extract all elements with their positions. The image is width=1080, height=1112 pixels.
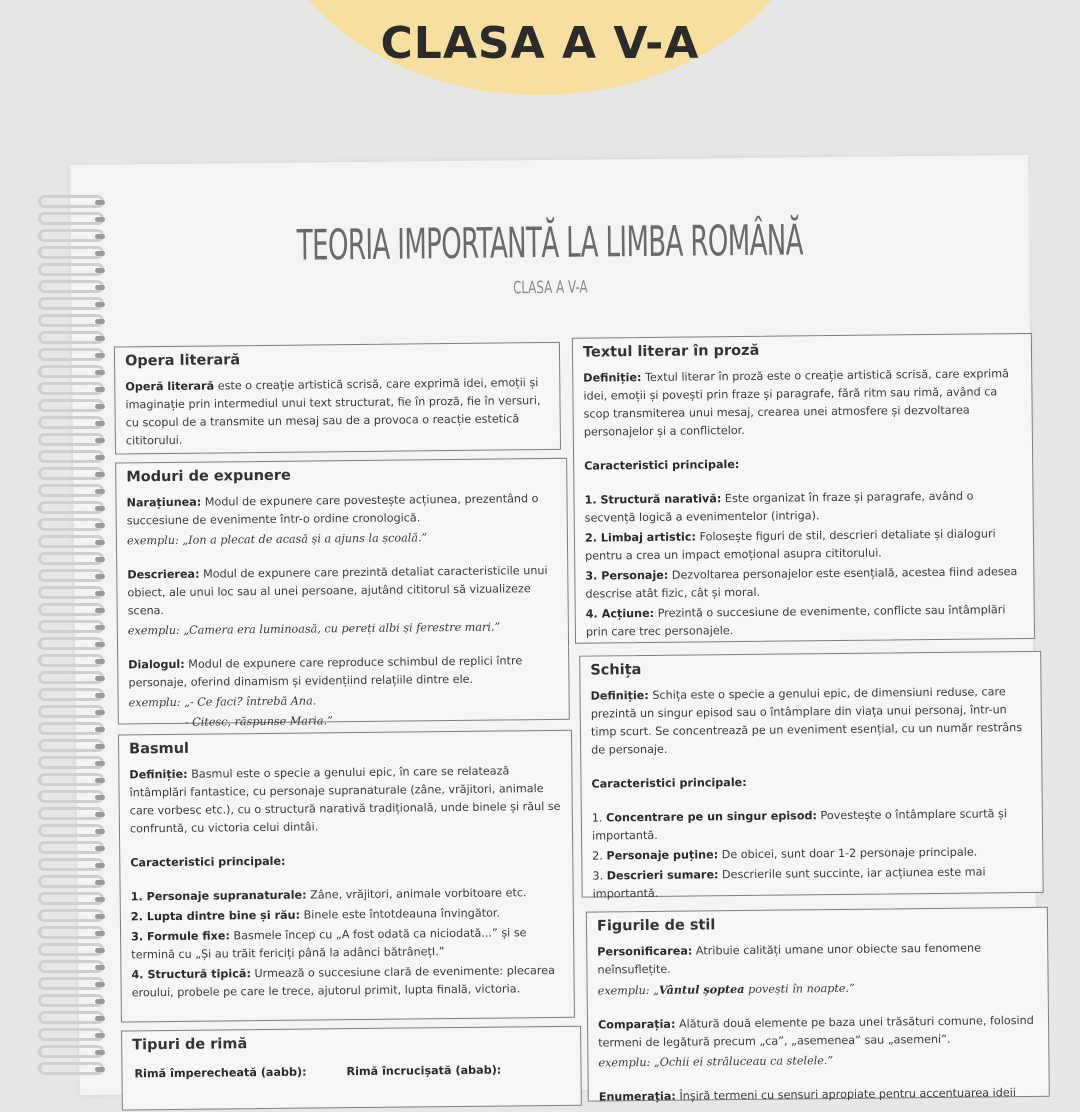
proza-def-term: Definiție:: [583, 371, 642, 385]
heading-moduri-expunere: Moduri de expunere: [126, 467, 291, 486]
descriere-example: exemplu: „Camera era luminoasă, cu pereți albi și ferestre mari.”: [127, 620, 501, 638]
spiral-coil: [38, 518, 104, 531]
personificare-ex-prefix: exemplu: „: [597, 983, 659, 998]
box-opera-literara: [114, 342, 561, 455]
proza-item-4-term: 4. Acțiune:: [585, 606, 655, 621]
schita-item-3-text: Descrierile sunt succinte, iar acțiunea este mai importantă.: [592, 865, 986, 901]
naratiune-example: exemplu: „Ion a plecat de acasă și a ajuns la școală.”: [126, 531, 428, 548]
basmul-def-text: Basmul este o specie a genului epic, în care se relatează întâmplări fantastice, cu personaje supranaturale (zâne, vrăjitori, animale care vorbesc etc.), cu o structură narativă tradițională, unde binele și răul se confruntă, cu victoria celui dintâi.: [129, 764, 561, 836]
spiral-coil: [38, 331, 104, 344]
spiral-coil: [38, 824, 104, 837]
rima-incrucisata: Rimă încrucișată (abab):: [346, 1063, 502, 1079]
schita-item-3-term: Descrieri sumare:: [606, 868, 719, 883]
rima-imperecheata: Rimă împerecheată (aabb):: [134, 1065, 307, 1081]
spiral-coil: [38, 790, 104, 803]
spiral-coil: [38, 671, 104, 684]
schita-item-2-num: 2.: [592, 849, 607, 863]
heading-schita: Schița: [590, 662, 642, 679]
proza-item-1-text: Este organizat în fraze și paragrafe, având o secvență logică a evenimentelor (intriga).: [584, 489, 974, 525]
schita-item-1-text: Povestește o întâmplare scurtă și importantă.: [591, 807, 1008, 843]
heading-opera-literara: Opera literară: [124, 352, 241, 370]
descriere-paragraph: [127, 562, 558, 620]
comparatie-example: exemplu: „Ochii ei străluceau ca stelele.”: [598, 1054, 834, 1070]
schita-item-3-num: 3.: [592, 869, 607, 883]
spiral-coil: [38, 314, 104, 327]
proza-item-4: [586, 601, 1024, 642]
personificare-paragraph: [597, 939, 1037, 980]
spiral-coil: [38, 348, 104, 361]
spiral-coil: [38, 722, 104, 735]
personificare-text: Atribuie calități umane unor obiecte sau fenomene neînsuflețite.: [597, 941, 982, 977]
comparatie-term: Comparația:: [597, 1017, 676, 1032]
dialog-example-2: - Citesc, răspunse Maria.”: [184, 714, 333, 729]
descriere-term: Descrierea:: [127, 567, 200, 582]
spiral-coil: [38, 960, 104, 973]
box-schita: [579, 651, 1044, 901]
opera-paragraph: [125, 374, 550, 450]
schita-caract-label: Caracteristici principale:: [591, 775, 747, 791]
comparatie-paragraph: [598, 1012, 1038, 1053]
spiral-coil: [38, 858, 104, 871]
schita-item-3: [592, 863, 1032, 904]
proza-caract-label: Caracteristici principale:: [584, 458, 740, 473]
heading-text-proza: Textul literar în proză: [582, 342, 760, 361]
box-basmul: [118, 730, 575, 1023]
personificare-example: [598, 977, 1038, 1001]
heading-figuri-stil: Figurile de stil: [596, 917, 716, 935]
spiral-coil: [38, 484, 104, 497]
basmul-item-1: [131, 884, 563, 907]
basmul-definition: [129, 762, 562, 839]
basmul-item-1-term: 1. Personaje supranaturale:: [130, 888, 307, 904]
spiral-coil: [38, 943, 104, 956]
spiral-coil: [38, 977, 104, 990]
schita-item-1: [592, 805, 1032, 846]
spiral-coil: [38, 467, 104, 480]
enumeratie-paragraph: [599, 1084, 1039, 1107]
dialog-example-1: exemplu: „- Ce faci? întrebă Ana.: [128, 694, 317, 710]
spiral-coil: [38, 212, 104, 225]
proza-def-text: Textul literar în proză este o creație artistică scrisă, care exprimă idei, emoții și povești prin fraze și paragrafe, fără ritm sau rimă, având ca scop transmiterea unui mesaj, crearea unei atmosfere și dezvoltarea personajelor și a conflictelor.: [583, 367, 1010, 439]
dialog-paragraph: [128, 652, 558, 693]
proza-caracteristici: [584, 453, 1022, 476]
box-figuri-stil: [586, 907, 1050, 1102]
basmul-item-2: [131, 904, 563, 927]
spiral-coil: [38, 603, 104, 616]
proza-item-3: [585, 563, 1023, 604]
spiral-coil: [38, 297, 104, 310]
spiral-coil: [38, 552, 104, 565]
dialog-text: Modul de expunere care reproduce schimbul de replici între personaje, oferind dinamism și evidențiind relațiile dintre ele.: [128, 654, 523, 690]
naratiune-text: Modul de expunere care povestește acțiunea, prezentând o succesiune de evenimente într-o ordine cronologică.: [126, 492, 539, 528]
spiral-coil: [38, 382, 104, 395]
spiral-coil: [38, 229, 104, 242]
badge-title: CLASA A V-A: [380, 18, 700, 69]
basmul-item-4-term: 4. Structură tipică:: [131, 967, 251, 982]
spiral-coil: [38, 433, 104, 446]
basmul-item-1-text: Zâne, vrăjitori, animale vorbitoare etc.: [306, 886, 527, 902]
spiral-coil: [38, 450, 104, 463]
personificare-ex-suffix: povești în noapte.”: [744, 981, 855, 996]
schita-item-2-term: Personaje puține:: [606, 848, 719, 863]
spiral-coil: [38, 926, 104, 939]
spiral-coil: [38, 586, 104, 599]
spiral-coil: [38, 1028, 104, 1041]
enumeratie-text: Înșiră termeni cu sensuri apropiate pentru accentuarea ideii: [675, 1086, 1016, 1103]
spiral-coil: [38, 399, 104, 412]
schita-item-2-text: De obicei, sunt doar 1-2 personaje principale.: [718, 845, 978, 862]
spiral-coil: [38, 501, 104, 514]
proza-item-3-term: 3. Personaje:: [585, 568, 669, 583]
opera-term: Operă literară: [125, 379, 215, 394]
basmul-caract-label: Caracteristici principale:: [130, 854, 286, 870]
spiral-coil: [38, 756, 104, 769]
naratiune-paragraph: [126, 490, 556, 531]
spiral-coil: [38, 841, 104, 854]
spiral-coil: [38, 195, 104, 208]
basmul-caracteristici: [130, 850, 562, 873]
rima-columns: [132, 1061, 570, 1084]
basmul-def-term: Definiție:: [129, 767, 188, 782]
basmul-item-3-text: Basmele încep cu „A fost odată ca niciodată...” și se termină cu „Și au trăit fericiți până la adânci bătrânețI.”: [131, 926, 527, 962]
basmul-item-3-term: 3. Formule fixe:: [131, 929, 230, 944]
spiral-coil: [38, 688, 104, 701]
proza-item-4-text: Prezintă o succesiune de evenimente, conflicte sau întâmplări prin care trec personajele.: [585, 603, 1006, 639]
schita-item-1-num: 1.: [591, 811, 607, 825]
spiral-coil: [38, 263, 104, 276]
spiral-coil: [38, 705, 104, 718]
spiral-coil: [38, 807, 104, 820]
schita-item-1-term: Concentrare pe un singur episod:: [606, 809, 818, 825]
spiral-coil: [38, 365, 104, 378]
schita-definition: [591, 683, 1032, 760]
spiral-coil: [38, 1062, 104, 1075]
spiral-coil: [38, 416, 104, 429]
spiral-coil: [38, 637, 104, 650]
spiral-coil: [38, 875, 104, 888]
spiral-binding: [38, 195, 108, 1080]
spiral-coil: [38, 535, 104, 548]
proza-item-3-text: Dezvoltarea personajelor este esențială, acestea fiind adesea descrise atât fizic, cât și moral.: [585, 565, 1018, 601]
personificare-ex-bold: Vântul șoptea: [658, 981, 745, 997]
basmul-item-2-text: Binele este întotdeauna învingător.: [299, 906, 501, 922]
heading-basmul: Basmul: [129, 740, 190, 758]
box-text-proza: [572, 333, 1035, 644]
schita-item-2: [592, 843, 1032, 866]
enumeratie-term: Enumerația:: [598, 1089, 676, 1104]
basmul-item-3: [131, 924, 563, 965]
page-subtitle: CLASA A V-A: [512, 277, 588, 299]
spiral-coil: [38, 773, 104, 786]
spiral-coil: [38, 739, 104, 752]
naratiune-term: Narațiunea:: [126, 495, 202, 510]
spiral-coil: [38, 909, 104, 922]
schita-def-text: Schița este o specie a genului epic, de dimensiuni reduse, care prezintă un singur episod sau o întâmplare din viața unui personaj, într-un timp scurt. Se concentrează pe un eveniment esențial, cu un număr restrâns de personaje.: [590, 685, 1023, 757]
proza-item-2: [585, 525, 1023, 566]
dialog-term: Dialogul:: [128, 657, 185, 672]
basmul-item-2-term: 2. Lupta dintre bine și rău:: [130, 908, 301, 924]
spiral-coil: [38, 1011, 104, 1024]
spiral-coil: [38, 994, 104, 1007]
proza-definition: [583, 365, 1022, 442]
schita-def-term: Definiție:: [590, 688, 649, 703]
proza-item-2-text: Folosește figuri de stil, descrieri detaliate și dialoguri pentru a crea un impact emoțional asupra cititorului.: [585, 527, 996, 563]
proza-item-1-term: 1. Structură narativă:: [584, 492, 722, 507]
spiral-coil: [38, 569, 104, 582]
basmul-item-4: [131, 962, 563, 1003]
spiral-coil: [38, 280, 104, 293]
basmul-item-4-text: Urmează o succesiune clară de evenimente: plecarea eroului, probele pe care le trece, ajutorul primit, lupta finală, victoria.: [131, 963, 555, 1000]
schita-caracteristici: [591, 771, 1031, 794]
descriere-text: Modul de expunere care prezintă detaliat caracteristicile unui obiect, ale unui loc sau al unei persoane, ajutând cititorul să vizualizeze scena.: [127, 564, 548, 618]
opera-text: este o creație artistică scrisă, care exprimă idei, emoții și imaginație prin intermediul unui text structurat, fie în proză, fie în versuri, cu scopul de a transmite un mesaj sau de a provoca o reacție estetică cititorului.: [125, 376, 541, 448]
proza-item-2-term: 2. Limbaj artistic:: [584, 530, 697, 545]
spiral-coil: [38, 1045, 104, 1058]
page-title: TEORIA IMPORTANTĂ LA LIMBA ROMÂNĂ: [296, 215, 804, 270]
box-moduri-expunere: [115, 458, 570, 729]
spiral-coil: [38, 620, 104, 633]
comparatie-text: Alătură două elemente pe baza unei trăsături comune, folosind termeni de legătură precum „ca”, „asemenea” sau „asemeni”.: [598, 1013, 1034, 1050]
personificare-term: Personificarea:: [597, 944, 693, 959]
spiral-coil: [38, 892, 104, 905]
spiral-coil: [38, 246, 104, 259]
box-tipuri-rima: [121, 1026, 582, 1111]
heading-tipuri-rima: Tipuri de rimă: [132, 1036, 248, 1054]
proza-item-1: [584, 487, 1022, 528]
spiral-coil: [38, 654, 104, 667]
notebook-page: [70, 155, 1038, 1104]
